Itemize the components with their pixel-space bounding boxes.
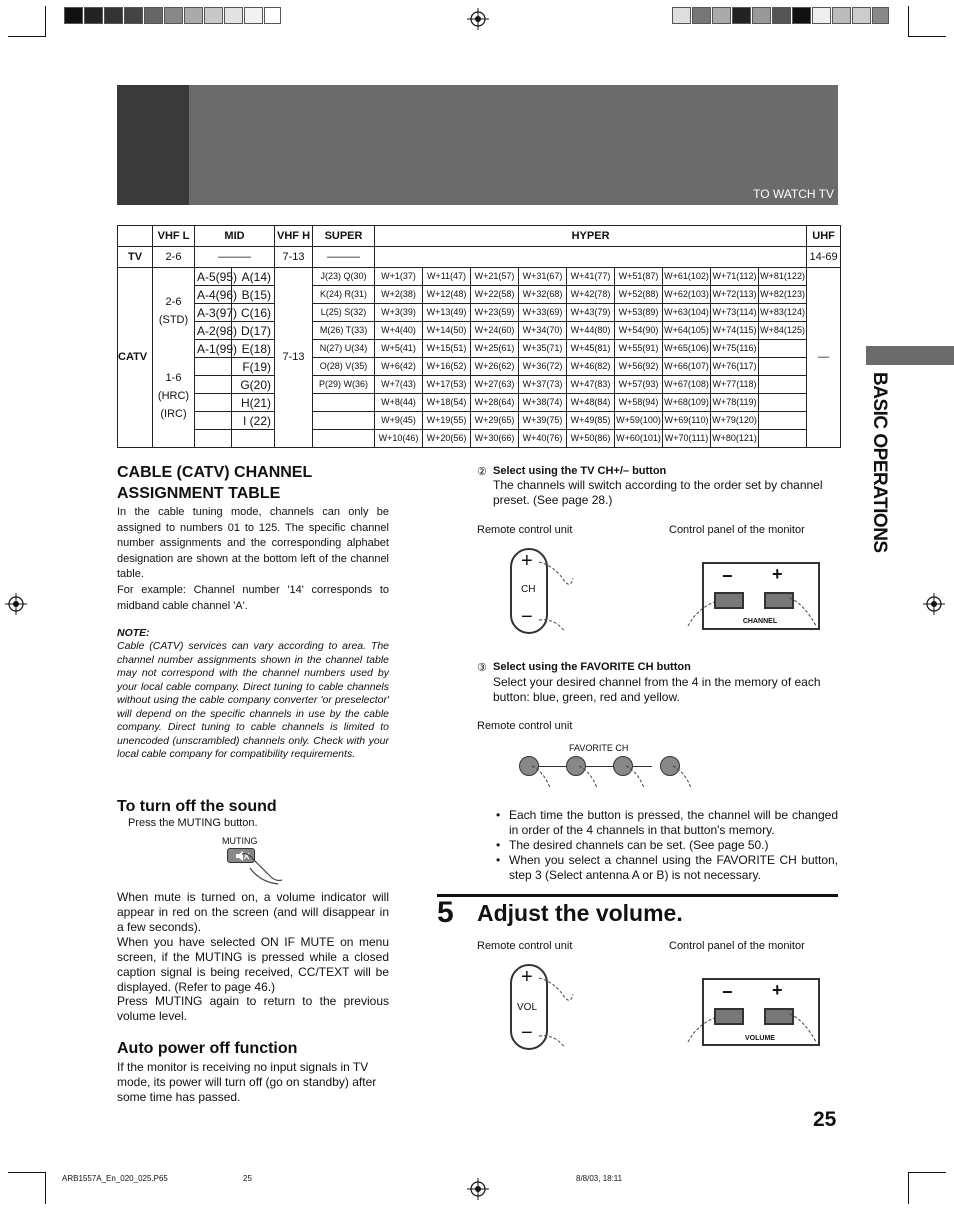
step3-num: ③: [477, 662, 487, 674]
color-swatch: [84, 7, 103, 24]
table-cell: W+25(61): [471, 340, 519, 358]
channel-table: [117, 225, 841, 448]
table-cell: W+66(107): [663, 358, 711, 376]
table-row: [118, 286, 841, 304]
table-cell: W+45(81): [567, 340, 615, 358]
auto-power-body: If the monitor is receiving no input signals in TV mode, its power will turn off (go on standby) after some time has passed.: [117, 1060, 377, 1104]
table-cell: W+84(125): [759, 322, 807, 340]
color-swatch: [164, 7, 183, 24]
table-cell: W+31(67): [519, 268, 567, 286]
crop-mark: [908, 1172, 909, 1204]
table-cell: W+32(68): [519, 286, 567, 304]
step2-panel-caption: Control panel of the monitor: [669, 524, 805, 536]
table-cell: W+33(69): [519, 304, 567, 322]
table-cell: W+79(120): [711, 412, 759, 430]
table-cell: W+38(74): [519, 394, 567, 412]
step5-panel-caption: Control panel of the monitor: [669, 940, 805, 952]
table-cell: W+65(106): [663, 340, 711, 358]
table-cell: L(25) S(32): [313, 304, 375, 322]
table-cell: W+39(75): [519, 412, 567, 430]
table-cell: W+73(114): [711, 304, 759, 322]
table-cell: W+78(119): [711, 394, 759, 412]
table-cell: W+49(85): [567, 412, 615, 430]
side-tab-bar: [866, 346, 954, 365]
color-swatch: [224, 7, 243, 24]
table-header-cell: UHF: [807, 226, 841, 247]
table-header-cell: VHF H: [275, 226, 313, 247]
color-swatch: [692, 7, 711, 24]
table-cell: W+80(121): [711, 430, 759, 448]
table-cell: W+54(90): [615, 322, 663, 340]
auto-power-title: Auto power off function: [117, 1040, 298, 1057]
table-cell: W+57(93): [615, 376, 663, 394]
table-cell: [195, 376, 232, 394]
table-cell: W+43(79): [567, 304, 615, 322]
color-swatch: [752, 7, 771, 24]
plus-icon: +: [521, 550, 533, 572]
table-cell: 2-6: [153, 247, 195, 268]
table-cell: W+44(80): [567, 322, 615, 340]
table-cell: W+83(124): [759, 304, 807, 322]
hand-pointer-icon: [686, 1006, 826, 1046]
table-cell: B(15): [232, 286, 275, 304]
color-swatch: [124, 7, 143, 24]
mute-instruction: Press the MUTING button.: [128, 817, 258, 829]
table-cell: W+11(47): [423, 268, 471, 286]
table-header-cell: MID: [195, 226, 275, 247]
table-cell: [195, 430, 232, 448]
list-item: • Each time the button is pressed, the channel will be changed in order of the 4 channels in that button's memory.: [496, 808, 838, 837]
table-cell: W+56(92): [615, 358, 663, 376]
side-tab-label: BASIC OPERATIONS: [869, 372, 890, 553]
table-cell: W+12(48): [423, 286, 471, 304]
table-cell: [313, 430, 375, 448]
crop-mark: [8, 1172, 46, 1173]
bullet-text: Each time the button is pressed, the channel will be changed in order of the 4 channels in that button's memory.: [509, 808, 838, 837]
table-cell: W+14(50): [423, 322, 471, 340]
vhf-l-hrc: [153, 369, 194, 423]
table-cell: W+81(122): [759, 268, 807, 286]
vhf-l-text: (IRC): [160, 407, 187, 420]
uhf-cell: —: [807, 268, 841, 448]
table-header-cell: [118, 226, 153, 247]
crop-mark: [45, 1172, 46, 1204]
table-cell: W+34(70): [519, 322, 567, 340]
table-cell: W+53(89): [615, 304, 663, 322]
color-swatch: [732, 7, 751, 24]
table-cell: W+8(44): [375, 394, 423, 412]
catv-note: Cable (CATV) services can vary according to area. The channel number assignments shown in the channel table may not correspond with the channel numbers used by your local cable company. Direct tuning to cable channels without using the cable company converter 'or preselector' will depend on the specific channels in use by the cable company. Direct tuning to cable channels is limited to unencoded (unscrambled) channels only. Check with your local cable company for compatibility requirements.: [117, 640, 389, 760]
table-cell: W+4(40): [375, 322, 423, 340]
table-cell: [195, 358, 232, 376]
step5-num: 5: [437, 896, 454, 929]
table-cell: W+60(101): [615, 430, 663, 448]
table-cell: [195, 394, 232, 412]
channel-panel-label: CHANNEL: [742, 618, 778, 625]
table-cell: [313, 394, 375, 412]
registration-mark-icon: [5, 593, 27, 615]
table-cell: W+62(103): [663, 286, 711, 304]
step2-body: The channels will switch according to the order set by channel preset. (See page 28.): [493, 478, 823, 507]
color-swatch: [144, 7, 163, 24]
table-row: [118, 394, 841, 412]
table-cell: ———: [195, 247, 275, 268]
bullet-text: The desired channels can be set. (See page 50.): [509, 838, 769, 852]
crop-mark: [45, 6, 46, 36]
plus-icon: +: [772, 980, 783, 1000]
registration-mark-icon: [467, 8, 489, 30]
color-swatch: [672, 7, 691, 24]
table-cell: W+70(111): [663, 430, 711, 448]
table-cell: [759, 340, 807, 358]
table-cell: W+20(56): [423, 430, 471, 448]
crop-mark: [908, 6, 909, 36]
table-cell: W+64(105): [663, 322, 711, 340]
table-row: [118, 340, 841, 358]
table-cell: W+68(109): [663, 394, 711, 412]
color-swatch: [872, 7, 889, 24]
table-cell: W+59(100): [615, 412, 663, 430]
step3-title: Select using the FAVORITE CH button: [493, 661, 691, 673]
hand-pointer-icon: [686, 590, 826, 630]
plus-icon: +: [521, 966, 533, 988]
color-swatch: [852, 7, 871, 24]
vol-remote-label: VOL: [517, 1002, 538, 1013]
step5-title: Adjust the volume.: [477, 900, 683, 926]
table-cell: W+42(78): [567, 286, 615, 304]
ch-remote-label: CH: [521, 584, 536, 595]
vhf-l-cell: [153, 268, 195, 448]
table-row: [118, 304, 841, 322]
table-cell: W+46(82): [567, 358, 615, 376]
vhf-l-std: [153, 293, 194, 329]
table-cell: W+82(123): [759, 286, 807, 304]
table-cell: A-4(96): [195, 286, 232, 304]
catv-title: [117, 462, 397, 504]
table-cell: W+76(117): [711, 358, 759, 376]
footer-file-page: 25: [243, 1174, 252, 1183]
table-cell: W+40(76): [519, 430, 567, 448]
channel-table-body: [118, 226, 841, 448]
vhf-l-text: (STD): [158, 313, 189, 326]
table-row: [118, 358, 841, 376]
table-cell: W+75(116): [711, 340, 759, 358]
mute-p2: When you have selected ON IF MUTE on menu screen, if the MUTING is pressed while a closed caption signal is being received, CC/TEXT will be displayed. (Refer to page 46.): [117, 935, 389, 994]
table-cell: W+17(53): [423, 376, 471, 394]
color-swatch: [812, 7, 831, 24]
table-cell: W+72(113): [711, 286, 759, 304]
catv-title-line: ASSIGNMENT TABLE: [117, 485, 281, 502]
vhf-l-text: 1-6: [165, 371, 182, 384]
hand-pointer-icon: [524, 762, 694, 792]
table-row: [118, 430, 841, 448]
vhf-h-cell: 7-13: [275, 268, 313, 448]
table-cell: W+21(57): [471, 268, 519, 286]
mute-p1: When mute is turned on, a volume indicator will appear in red on the screen (and will disappear in a few seconds).: [117, 890, 389, 934]
table-cell: W+69(110): [663, 412, 711, 430]
color-swatch: [244, 7, 263, 24]
table-cell: A(14): [232, 268, 275, 286]
vhf-l-text: 2-6: [165, 295, 182, 308]
table-row: [118, 268, 841, 286]
step5-rule: [437, 894, 838, 897]
note-label: NOTE:: [117, 627, 150, 639]
table-cell: W+9(45): [375, 412, 423, 430]
bullet-text: When you select a channel using the FAVORITE CH button, step 3 (Select antenna A or B) is not necessary.: [509, 853, 838, 882]
step2-remote-caption: Remote control unit: [477, 524, 573, 536]
list-item: • The desired channels can be set. (See page 50.): [496, 838, 769, 852]
table-cell: ———: [313, 247, 375, 268]
table-cell: W+2(38): [375, 286, 423, 304]
table-cell: W+15(51): [423, 340, 471, 358]
catv-title-line: CABLE (CATV) CHANNEL: [117, 464, 313, 481]
table-cell: W+63(104): [663, 304, 711, 322]
footer-timestamp: 8/8/03, 18:11: [576, 1174, 623, 1183]
table-cell: TV: [118, 247, 153, 268]
section-label: TO WATCH TV: [753, 187, 834, 201]
table-cell: [375, 247, 807, 268]
color-swatch: [64, 7, 83, 24]
step2-num: ②: [477, 466, 487, 478]
table-cell: W+30(66): [471, 430, 519, 448]
table-cell: H(21): [232, 394, 275, 412]
table-cell: W+36(72): [519, 358, 567, 376]
list-item: • When you select a channel using the FAVORITE CH button, step 3 (Select antenna A or B) is not necessary.: [496, 853, 838, 882]
mute-p3: Press MUTING again to return to the previous volume level.: [117, 994, 389, 1023]
table-cell: W+23(59): [471, 304, 519, 322]
registration-mark-icon: [923, 593, 945, 615]
table-row: [118, 412, 841, 430]
table-row: [118, 322, 841, 340]
table-cell: W+1(37): [375, 268, 423, 286]
table-cell: N(27) U(34): [313, 340, 375, 358]
table-cell: W+37(73): [519, 376, 567, 394]
table-cell: W+35(71): [519, 340, 567, 358]
table-cell: 14-69: [807, 247, 841, 268]
table-header-row: [118, 226, 841, 247]
table-cell: [232, 430, 275, 448]
hand-pointer-icon: [535, 974, 575, 1054]
table-cell: D(17): [232, 322, 275, 340]
table-cell: W+77(118): [711, 376, 759, 394]
catv-example: For example: Channel number '14' corresponds to midband cable channel 'A'.: [117, 584, 389, 612]
minus-icon: −: [521, 1022, 533, 1044]
table-cell: W+50(86): [567, 430, 615, 448]
table-cell: K(24) R(31): [313, 286, 375, 304]
table-cell: W+74(115): [711, 322, 759, 340]
color-swatch: [184, 7, 203, 24]
header-band-dark: [117, 85, 189, 205]
table-cell: [759, 430, 807, 448]
table-cell: I (22): [232, 412, 275, 430]
table-cell: W+24(60): [471, 322, 519, 340]
table-cell: W+67(108): [663, 376, 711, 394]
table-cell: W+16(52): [423, 358, 471, 376]
table-row: [118, 376, 841, 394]
table-header-cell: SUPER: [313, 226, 375, 247]
table-cell: W+22(58): [471, 286, 519, 304]
table-cell: W+13(49): [423, 304, 471, 322]
minus-icon: −: [722, 566, 733, 586]
table-cell: W+10(46): [375, 430, 423, 448]
crop-mark: [908, 36, 946, 37]
hand-pointer-icon: [240, 850, 285, 885]
table-cell: W+71(112): [711, 268, 759, 286]
table-header-cell: VHF L: [153, 226, 195, 247]
table-cell: W+52(88): [615, 286, 663, 304]
table-cell: W+26(62): [471, 358, 519, 376]
table-cell: W+27(63): [471, 376, 519, 394]
table-cell: [759, 376, 807, 394]
color-swatch: [264, 7, 281, 24]
muting-button-label: MUTING: [222, 836, 258, 846]
crop-mark: [908, 1172, 946, 1173]
plus-icon: +: [772, 564, 783, 584]
color-swatch: [772, 7, 791, 24]
table-cell: P(29) W(36): [313, 376, 375, 394]
table-row: [118, 247, 841, 268]
table-cell: [313, 412, 375, 430]
registration-mark-icon: [467, 1178, 489, 1200]
hand-pointer-icon: [535, 558, 575, 638]
table-cell: W+28(64): [471, 394, 519, 412]
table-cell: [759, 394, 807, 412]
table-cell: F(19): [232, 358, 275, 376]
minus-icon: −: [521, 606, 533, 628]
favorite-ch-label: FAVORITE CH: [569, 743, 629, 753]
step2-title: Select using the TV CH+/– button: [493, 465, 667, 477]
volume-panel-label: VOLUME: [745, 1035, 775, 1042]
table-cell: A-3(97): [195, 304, 232, 322]
color-swatch: [792, 7, 811, 24]
table-cell: W+48(84): [567, 394, 615, 412]
table-cell: J(23) Q(30): [313, 268, 375, 286]
color-swatch: [104, 7, 123, 24]
table-cell: W+55(91): [615, 340, 663, 358]
catv-label-cell: CATV: [118, 268, 153, 448]
footer-file: ARB1557A_En_020_025.P65: [62, 1174, 168, 1183]
table-cell: W+51(87): [615, 268, 663, 286]
table-cell: E(18): [232, 340, 275, 358]
color-swatch: [712, 7, 731, 24]
side-tab: [860, 372, 900, 582]
step3-bullets: [496, 808, 838, 883]
table-cell: W+5(41): [375, 340, 423, 358]
color-swatch: [832, 7, 851, 24]
step5-remote-caption: Remote control unit: [477, 940, 573, 952]
minus-icon: −: [722, 982, 733, 1002]
table-cell: O(28) V(35): [313, 358, 375, 376]
table-cell: C(16): [232, 304, 275, 322]
table-cell: W+6(42): [375, 358, 423, 376]
table-cell: W+41(77): [567, 268, 615, 286]
table-cell: W+3(39): [375, 304, 423, 322]
mute-title: To turn off the sound: [117, 798, 277, 815]
table-cell: [759, 412, 807, 430]
table-cell: A-1(99): [195, 340, 232, 358]
table-cell: [759, 358, 807, 376]
header-band: [117, 85, 838, 205]
table-header-cell: HYPER: [375, 226, 807, 247]
table-cell: W+18(54): [423, 394, 471, 412]
table-cell: 7-13: [275, 247, 313, 268]
table-cell: W+29(65): [471, 412, 519, 430]
table-cell: W+47(83): [567, 376, 615, 394]
table-cell: A-5(95): [195, 268, 232, 286]
table-cell: W+19(55): [423, 412, 471, 430]
table-cell: [195, 412, 232, 430]
table-cell: W+61(102): [663, 268, 711, 286]
table-cell: G(20): [232, 376, 275, 394]
color-swatch: [204, 7, 223, 24]
table-cell: W+58(94): [615, 394, 663, 412]
table-cell: M(26) T(33): [313, 322, 375, 340]
vhf-l-text: (HRC): [157, 389, 190, 402]
page-number: 25: [813, 1108, 837, 1131]
step3-body: Select your desired channel from the 4 in the memory of each button: blue, green, red and yellow.: [493, 675, 821, 704]
table-cell: A-2(98): [195, 322, 232, 340]
table-cell: W+7(43): [375, 376, 423, 394]
catv-body: In the cable tuning mode, channels can only be assigned to numbers 01 to 125. The specific channel number assignments and the corresponding alphabet designation are shown at the bottom left of the channel table.: [117, 506, 389, 581]
crop-mark: [8, 36, 46, 37]
step3-remote-caption: Remote control unit: [477, 720, 573, 732]
